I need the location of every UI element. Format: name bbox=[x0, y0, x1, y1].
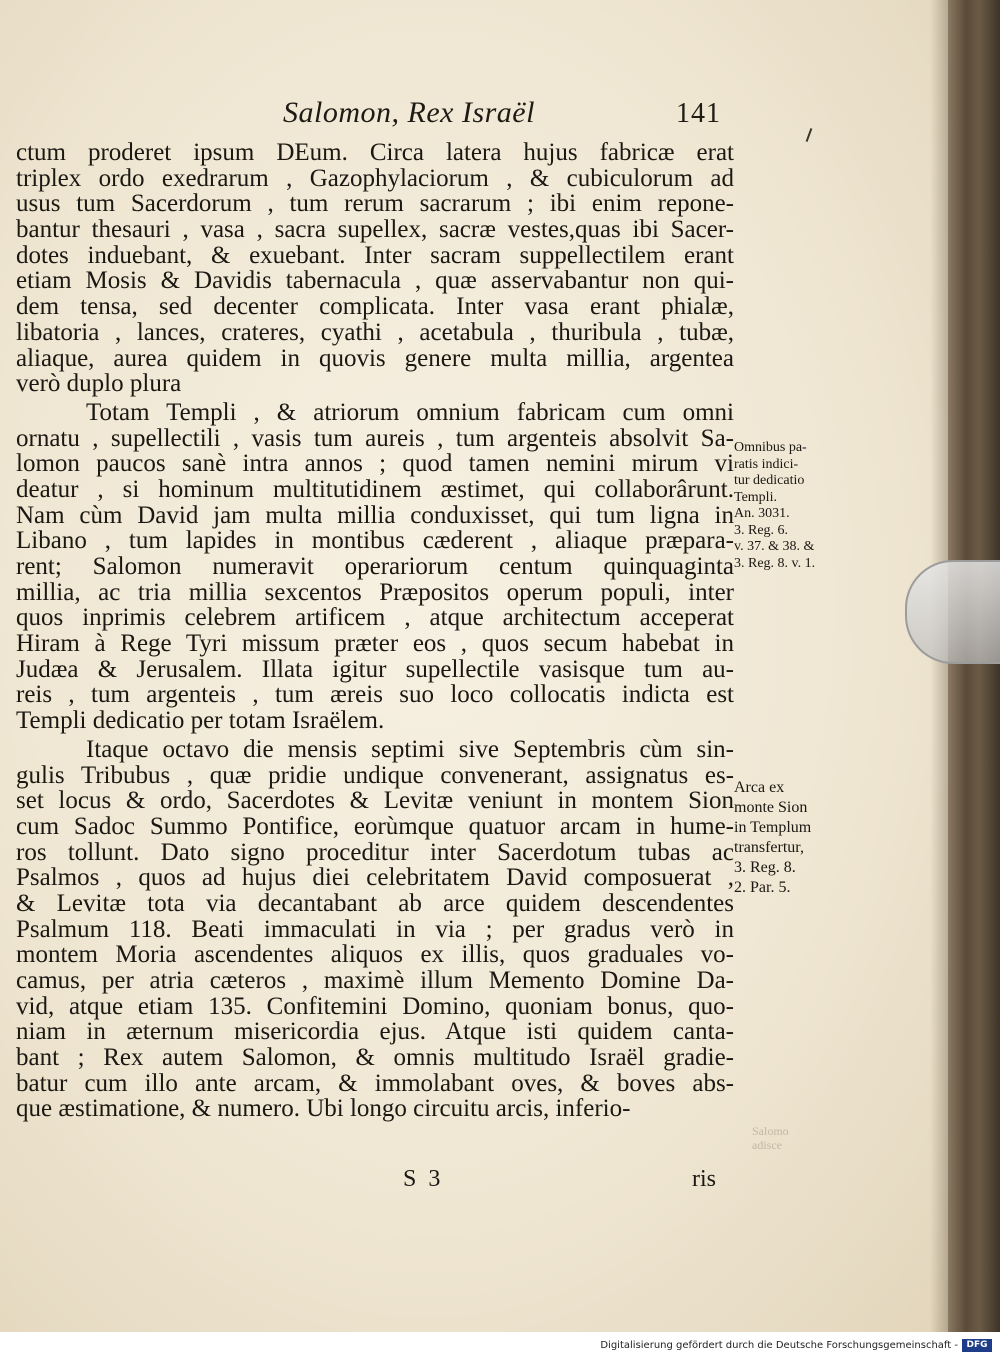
dfg-logo-icon: DFG bbox=[962, 1339, 992, 1352]
running-head: Salomon, Rex Israël bbox=[283, 96, 535, 129]
text-line: bant ; Rex autem Salomon, & omnis multitudo Israël gradie- bbox=[16, 1044, 734, 1072]
text-line: lomon paucos sanè intra annos ; quod tamen nemini mirum vi bbox=[16, 450, 734, 478]
digitization-credit: Digitalisierung gefördert durch die Deutsche Forschungsgemeinschaft - bbox=[600, 1340, 958, 1351]
text-line: cum Sadoc Summo Pontifice, eorùmque quatuor arcam in hume- bbox=[16, 812, 734, 840]
text-line: montem Moria ascendentes aliquos ex illis, quos graduales vo- bbox=[16, 941, 734, 969]
margin-note-line: 3. Reg. 8. v. 1. bbox=[734, 555, 816, 571]
margin-note-line: Templi. bbox=[734, 489, 777, 505]
text-line: libatoria , lances, crateres, cyathi , acetabula , thuribula , tubæ, bbox=[16, 318, 734, 346]
text-line: Nam cùm David jam multa millia conduxisset, qui tum ligna in bbox=[16, 501, 734, 529]
text-line: rent; Salomon numeravit operariorum centum quinquaginta bbox=[16, 553, 734, 580]
margin-note-line: Arca ex bbox=[734, 779, 785, 796]
margin-note-line: An. 3031. bbox=[734, 506, 790, 521]
margin-note-line: Omnibus pa- bbox=[734, 440, 807, 455]
text-line: niam in æternum misericordia ejus. Atque isti quidem canta- bbox=[16, 1018, 734, 1046]
text-line: gulis Tribubus , quæ pridie undique convenerant, assignatus es- bbox=[16, 761, 734, 789]
catchword: ris bbox=[692, 1166, 716, 1192]
text-line: aliaque, aurea quidem in quovis genere multa millia, argentea bbox=[16, 344, 734, 372]
text-line: dotes induebant, & exuebant. Inter sacram suppellectilem erant bbox=[16, 241, 734, 269]
faded-line: Salomo bbox=[752, 1124, 789, 1138]
text-line: vid, atque etiam 135. Confitemini Domino, quoniam bonus, quo- bbox=[16, 992, 734, 1020]
page-number: 141 bbox=[676, 98, 721, 129]
text-line: etiam Mosis & Davidis tabernacula , quæ asservabantur non qui- bbox=[16, 267, 734, 295]
margin-note-line: in Templum bbox=[734, 819, 812, 836]
margin-note-line: 3. Reg. 6. bbox=[734, 522, 789, 538]
faded-line: adisce bbox=[752, 1138, 782, 1152]
text-line: camus, per atria cæteros , maximè illum Memento Domine Da- bbox=[16, 967, 734, 994]
margin-note-line: 3. Reg. 8. bbox=[734, 859, 796, 876]
margin-note-line: 2. Par. 5. bbox=[734, 879, 791, 896]
page-clip bbox=[905, 560, 1000, 664]
footer-bar bbox=[0, 1332, 1000, 1358]
text-line: bantur thesauri , vasa , sacra supellex, sacræ vestes,quas ibi Sacer- bbox=[16, 216, 734, 244]
text-line: ornatu , supellectili , vasis tum aureis , tum argenteis absolvit Sa- bbox=[16, 424, 734, 452]
text-line: & Levitæ tota via decantabant ab arce quidem descendentes bbox=[16, 889, 734, 917]
text-line: Totam Templi , & atriorum omnium fabricam cum omni bbox=[86, 398, 734, 426]
text-line: set locus & ordo, Sacerdotes & Levitæ veniunt in montem Sion bbox=[16, 787, 734, 815]
text-line: Templi dedicatio per totam Israëlem. bbox=[16, 707, 385, 735]
text-line: Itaque octavo die mensis septimi sive Septembris cùm sin- bbox=[86, 735, 734, 763]
main-text bbox=[16, 140, 734, 1122]
text-line: usus tum Sacerdorum , tum rerum sacrarum ; ibi enim repone- bbox=[16, 190, 734, 218]
text-line: reis , tum argenteis , tum æreis suo loco collocatis indicta est bbox=[16, 681, 734, 709]
text-line: triplex ordo exedrarum , Gazophylaciorum , & cubiculorum ad bbox=[16, 164, 734, 192]
text-line: batur cum illo ante arcam, & immolabant oves, & boves abs- bbox=[16, 1069, 734, 1097]
text-line: Psalmos , quos ad hujus diei celebritatem David composuerat , bbox=[16, 864, 734, 892]
margin-note-dedication bbox=[734, 440, 854, 572]
text-line: ctum proderet ipsum DEum. Circa latera hujus fabricæ erat bbox=[16, 139, 734, 166]
margin-note-line: transfertur, bbox=[734, 839, 804, 856]
text-line: que æstimatione, & numero. Ubi longo circuitu arcis, inferio- bbox=[16, 1095, 631, 1123]
text-line: Judæa & Jerusalem. Illata igitur supellectile vasisque tum au- bbox=[16, 655, 734, 683]
text-line: Psalmum 118. Beati immaculati in via ; per gradus verò in bbox=[16, 915, 734, 943]
margin-note-line: monte Sion bbox=[734, 799, 808, 816]
text-line: millia, ac tria millia sexcentos Præpositos operum populi, inter bbox=[16, 578, 734, 606]
margin-note-line: v. 37. & 38. & bbox=[734, 539, 815, 554]
faded-bleedthrough-text bbox=[752, 1124, 789, 1152]
text-line: Hiram à Rege Tyri missum præter eos , quos secum habebat in bbox=[16, 630, 734, 658]
text-line: deatur , si hominum multitutidinem æstimet, qui collaborârunt. bbox=[16, 475, 734, 503]
text-line: ros tollunt. Dato signo proceditur inter Sacerdotum tubas ac bbox=[16, 838, 734, 866]
text-line: dem tensa, sed decenter complicata. Inter vasa erant phialæ, bbox=[16, 293, 734, 321]
page-header bbox=[0, 96, 950, 136]
margin-note-line: tur dedicatio bbox=[734, 473, 805, 488]
book-edge bbox=[948, 0, 1000, 1332]
text-line: verò duplo plura bbox=[16, 370, 182, 398]
text-line: Libano , tum lapides in montibus cæderent , aliaque præpara- bbox=[16, 527, 734, 555]
text-line: quos inprimis celebrem artificem , atque architectum acceperat bbox=[16, 604, 734, 632]
margin-note-ark bbox=[734, 778, 854, 898]
signature-mark: S 3 bbox=[403, 1166, 444, 1192]
margin-note-line: ratis indici- bbox=[734, 456, 799, 472]
